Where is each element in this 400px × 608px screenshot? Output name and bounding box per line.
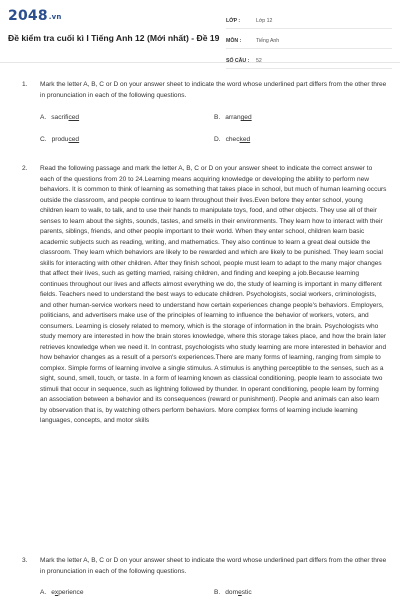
meta-value: Tiếng Anh	[256, 37, 280, 44]
meta-subject-row	[226, 33, 392, 49]
meta-label: SỐ CÂU :	[226, 57, 250, 64]
exam-meta	[226, 13, 392, 73]
question-text: Mark the letter A, B, C or D on your answer sheet to indicate the word whose underlined part differs from the other three in pronunciation in each of the following questions.	[40, 81, 387, 99]
question-2	[22, 164, 387, 427]
question-3	[22, 556, 387, 608]
meta-value: 52	[256, 57, 262, 64]
site-logo[interactable]: 2048.vn	[8, 8, 62, 24]
option-d[interactable]: D. checked	[214, 136, 251, 143]
meta-value: Lớp 12	[256, 17, 273, 24]
option-a[interactable]: A. experience	[40, 589, 84, 596]
question-number: 2.	[22, 165, 28, 172]
reading-passage: Read the following passage and mark the letter A, B, C or D on your answer sheet to indicate the correct answer to each of the questions from 20 to 24.Learning means acquiring knowledge or developing the ability to perform new behaviors. It is common to think of learning as something that takes place in school, but much of human learning occurs outside the classroom, and people continue to learn throughout their lives.Even before they enter school, young children learn to walk, to talk, and to use their hands to manipulate toys, food, and other objects. They use all of their senses to learn about the sights, sounds, tastes, and smells in their environments. They learn how to interact with their parents, siblings, friends, and other people important to their world. When they enter school, children learn basic academic subjects such as reading, writing, and mathematics. They also continue to learn a great deal outside the classroom. They learn which behaviors are likely to be rewarded and which are likely to be punished. They learn social skills for interacting with other children. After they finish school, people must learn to adapt to the many major changes that affect their lives, such as getting married, raising children, and finding and keeping a job.Because learning continues throughout our lives and affects almost everything we do, the study of learning is important in many different fields. Teachers need to understand the best ways to educate children. Psychologists, social workers, criminologists, and other human-service workers need to understand how certain experiences change people's behaviors. Employers, politicians, and advertisers make use of the principles of learning to influence the behavior of workers, voters, and consumers. Learning is closely related to memory, which is the storage of information in the brain. Psychologists who study memory are interested in how the brain stores knowledge, where this storage takes place, and how the brain later retrieves knowledge when we need it. In contrast, psychologists who study learning are more interested in behavior and how behavior changes as a result of a person's experiences.There are many forms of learning, ranging from simple to complex. Simple forms of learning involve a single stimulus. A stimulus is anything perceptible to the senses, such as a sight, sound, smell, touch, or taste. In a form of learning known as classical conditioning, people learn to associate two stimuli that occur in sequence, such as lightning followed by thunder. In operant conditioning, people learn by forming an association between a behavior and its consequences (reward or punishment). People and animals can also learn by observation that is, by watching others perform behaviors. More complex forms of learning include learning languages, concepts, and motor skills	[40, 165, 387, 424]
option-c[interactable]: C. produced	[40, 136, 80, 143]
page-header	[0, 0, 400, 63]
meta-class-row	[226, 13, 392, 29]
question-number: 3.	[22, 557, 28, 564]
meta-label: MÔN :	[226, 37, 242, 44]
option-b[interactable]: B. domestic	[214, 589, 252, 596]
meta-label: LỚP :	[226, 17, 241, 24]
page-title: Đề kiểm tra cuối kì I Tiếng Anh 12 (Mới nhất) - Đề 19	[8, 33, 220, 43]
question-text: Mark the letter A, B, C or D on your answer sheet to indicate the word whose underlined part differs from the other three in pronunciation in each of the following questions.	[40, 557, 387, 575]
answer-options	[40, 588, 387, 608]
option-a[interactable]: A. sacrificed	[40, 114, 80, 121]
answer-options	[40, 113, 387, 143]
question-1	[22, 80, 387, 143]
meta-count-row	[226, 53, 392, 69]
option-b[interactable]: B. arranged	[214, 114, 252, 121]
question-number: 1.	[22, 81, 28, 88]
